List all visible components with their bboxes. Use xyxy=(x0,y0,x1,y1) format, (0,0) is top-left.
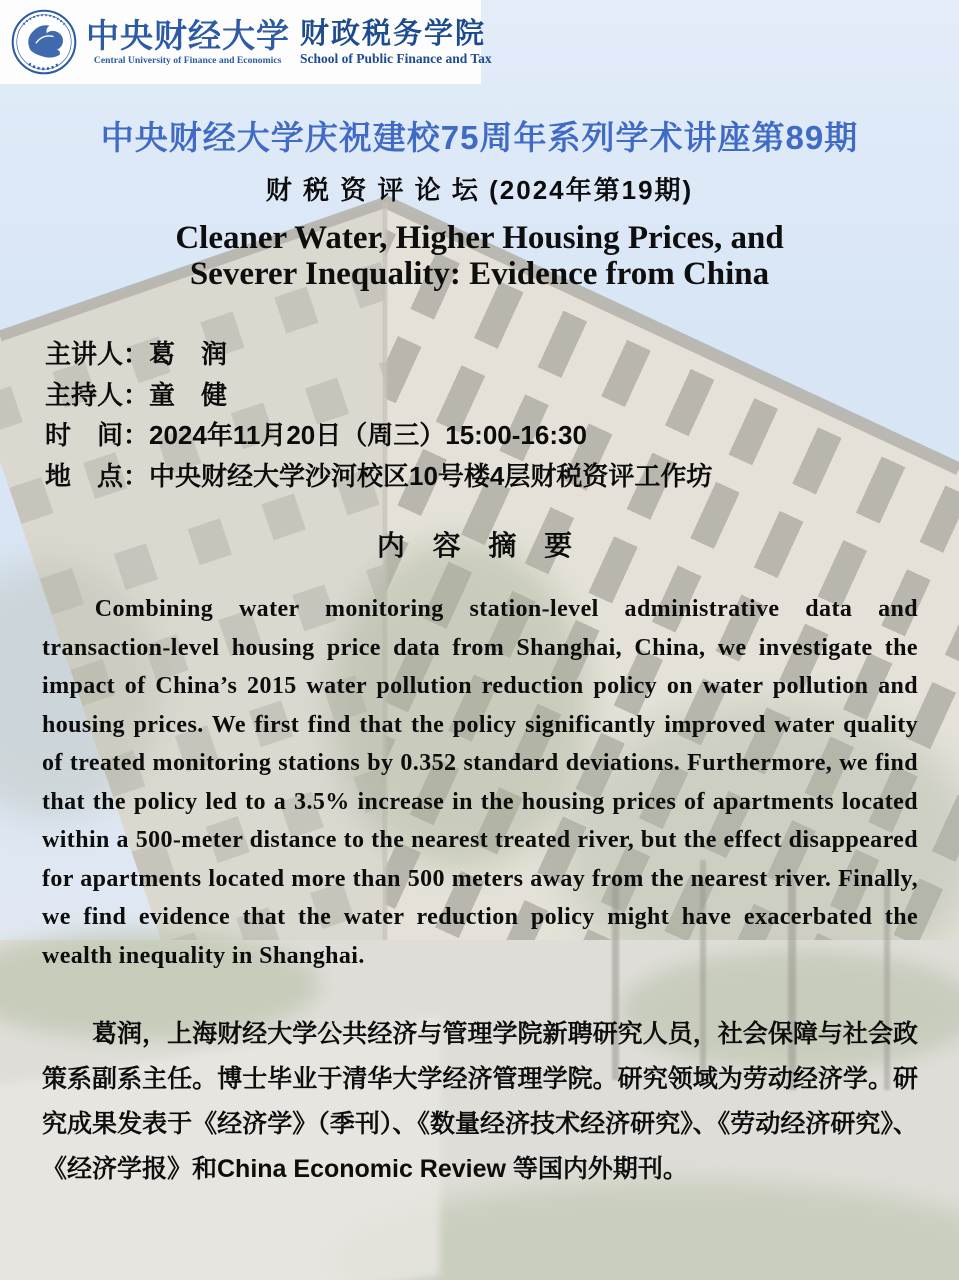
abstract-body: Combining water monitoring station-level administrative data and transaction-level housing price data from Shanghai, China, we investigate the impact of China’s 2015 water pollution reduction policy on water pollution and housing prices. We first find that the policy significantly improved water quality of treated monitoring stations by 0.352 standard deviations. Furthermore, we find that the policy led to a 3.5% increase in the housing prices of apartments located within a 500-meter distance to the nearest treated river, but the effect disappeared for apartments located more than 500 meters away from the nearest river. Finally, we find evidence that the water reduction policy might have exacerbated the wealth inequality in Shanghai. xyxy=(42,596,918,969)
lecture-details xyxy=(45,334,929,496)
detail-host: 主持人：童 健 xyxy=(45,379,228,410)
school-name-en: School of Public Finance and Tax xyxy=(300,51,492,66)
lecture-title-en xyxy=(0,220,959,292)
forum-subtitle: 财 税 资 评 论 坛 (2024年第19期) xyxy=(265,175,694,205)
school-name-cn: 财政税务学院 xyxy=(300,18,487,50)
university-name-en: Central University of Finance and Economics xyxy=(93,54,282,66)
speaker-bio: 葛润，上海财经大学公共经济与管理学院新聘研究人员，社会保障与社会政策系副系主任。博士毕业于清华大学经济管理学院。研究领域为劳动经济学。研究成果发表于《经济学》（季刊）、《数量经济技术经济研究》、《劳动经济研究》、《经济学报》和China Economic Review 等国内外期刊。 xyxy=(42,1020,918,1183)
university-name-cn: 中央财经大学 xyxy=(86,18,290,55)
detail-time: 时 间：2024年11月20日（周三）15:00-16:30 xyxy=(45,420,587,450)
lecture-title-line1: Cleaner Water, Higher Housing Prices, and xyxy=(175,220,784,256)
series-title: 中央财经大学庆祝建校75周年系列学术讲座第89期 xyxy=(100,119,859,156)
detail-speaker: 主讲人：葛 润 xyxy=(45,339,228,369)
abstract-heading: 内 容 摘 要 xyxy=(376,530,583,561)
lecture-title-line2: Severer Inequality: Evidence from China xyxy=(189,256,770,292)
detail-location: 地 点：中央财经大学沙河校区10号楼4层财税资评工作坊 xyxy=(45,460,713,491)
